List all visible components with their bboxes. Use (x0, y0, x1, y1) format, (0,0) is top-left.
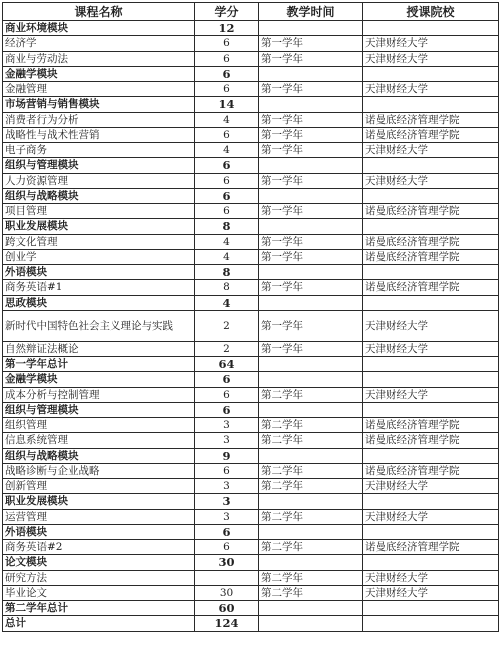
institution-cell: 天津财经大学 (363, 509, 499, 524)
table-row (3, 570, 499, 585)
institution-cell (363, 601, 499, 616)
institution-cell: 天津财经大学 (363, 173, 499, 188)
credits-cell: 30 (195, 555, 259, 570)
institution-cell (363, 372, 499, 387)
module-row (3, 219, 499, 234)
module-name-cell: 第一学年总计 (3, 357, 195, 372)
table-row (3, 36, 499, 51)
institution-cell (363, 265, 499, 280)
module-name-cell: 组织与管理模块 (3, 402, 195, 417)
institution-cell: 诺曼底经济管理学院 (363, 433, 499, 448)
table-row (3, 585, 499, 600)
credits-cell: 3 (195, 509, 259, 524)
credits-cell: 8 (195, 219, 259, 234)
teaching-time-cell (259, 158, 363, 173)
teaching-time-cell (259, 555, 363, 570)
institution-cell: 诺曼底经济管理学院 (363, 204, 499, 219)
table-body (3, 21, 499, 632)
teaching-time-cell (259, 66, 363, 81)
credits-cell: 6 (195, 173, 259, 188)
credits-cell: 6 (195, 387, 259, 402)
institution-cell (363, 97, 499, 112)
module-row (3, 158, 499, 173)
table-row (3, 509, 499, 524)
credits-cell: 6 (195, 127, 259, 142)
teaching-time-cell: 第一学年 (259, 341, 363, 356)
institution-cell: 诺曼底经济管理学院 (363, 112, 499, 127)
credits-cell: 124 (195, 616, 259, 631)
course-name-cell: 消费者行为分析 (3, 112, 195, 127)
module-row (3, 524, 499, 539)
credits-cell: 4 (195, 295, 259, 310)
teaching-time-cell (259, 21, 363, 36)
table-row (3, 418, 499, 433)
teaching-time-cell (259, 188, 363, 203)
header-teaching-time: 教学时间 (259, 3, 363, 21)
credits-cell: 9 (195, 448, 259, 463)
institution-cell: 天津财经大学 (363, 479, 499, 494)
header-credits: 学分 (195, 3, 259, 21)
module-name-cell: 组织与管理模块 (3, 158, 195, 173)
teaching-time-cell (259, 616, 363, 631)
course-name-cell: 运营管理 (3, 509, 195, 524)
institution-cell (363, 158, 499, 173)
teaching-time-cell: 第二学年 (259, 463, 363, 478)
table-row (3, 173, 499, 188)
institution-cell: 诺曼底经济管理学院 (363, 234, 499, 249)
module-row (3, 494, 499, 509)
credits-cell: 14 (195, 97, 259, 112)
table-row (3, 433, 499, 448)
institution-cell: 天津财经大学 (363, 387, 499, 402)
credits-cell: 12 (195, 21, 259, 36)
table-row (3, 341, 499, 356)
credits-cell: 3 (195, 494, 259, 509)
module-row (3, 601, 499, 616)
course-name-cell: 创新管理 (3, 479, 195, 494)
credits-cell: 4 (195, 249, 259, 264)
teaching-time-cell: 第二学年 (259, 418, 363, 433)
institution-cell (363, 66, 499, 81)
course-name-cell: 信息系统管理 (3, 433, 195, 448)
course-name-cell: 自然辩证法概论 (3, 341, 195, 356)
module-row (3, 97, 499, 112)
course-name-cell: 组织管理 (3, 418, 195, 433)
teaching-time-cell: 第一学年 (259, 280, 363, 295)
institution-cell (363, 448, 499, 463)
teaching-time-cell: 第一学年 (259, 310, 363, 341)
teaching-time-cell (259, 448, 363, 463)
course-name-cell: 商业与劳动法 (3, 51, 195, 66)
credits-cell: 2 (195, 310, 259, 341)
module-row (3, 265, 499, 280)
credits-cell: 6 (195, 204, 259, 219)
institution-cell (363, 524, 499, 539)
credits-cell: 3 (195, 418, 259, 433)
institution-cell (363, 21, 499, 36)
institution-cell (363, 616, 499, 631)
institution-cell: 天津财经大学 (363, 570, 499, 585)
teaching-time-cell: 第二学年 (259, 433, 363, 448)
credits-cell: 6 (195, 158, 259, 173)
credits-cell: 8 (195, 280, 259, 295)
credits-cell: 6 (195, 36, 259, 51)
teaching-time-cell: 第一学年 (259, 36, 363, 51)
teaching-time-cell: 第二学年 (259, 509, 363, 524)
institution-cell: 天津财经大学 (363, 341, 499, 356)
table-row (3, 463, 499, 478)
teaching-time-cell: 第一学年 (259, 51, 363, 66)
module-name-cell: 思政模块 (3, 295, 195, 310)
institution-cell: 诺曼底经济管理学院 (363, 463, 499, 478)
teaching-time-cell (259, 372, 363, 387)
credits-cell: 4 (195, 112, 259, 127)
module-name-cell: 金融学模块 (3, 66, 195, 81)
teaching-time-cell: 第一学年 (259, 82, 363, 97)
table-row (3, 82, 499, 97)
table-row (3, 234, 499, 249)
table-row (3, 249, 499, 264)
teaching-time-cell: 第二学年 (259, 570, 363, 585)
credits-cell: 6 (195, 463, 259, 478)
teaching-time-cell: 第一学年 (259, 143, 363, 158)
module-name-cell: 组织与战略模块 (3, 448, 195, 463)
institution-cell (363, 295, 499, 310)
teaching-time-cell (259, 219, 363, 234)
teaching-time-cell (259, 402, 363, 417)
institution-cell: 天津财经大学 (363, 51, 499, 66)
institution-cell: 诺曼底经济管理学院 (363, 540, 499, 555)
credits-cell: 60 (195, 601, 259, 616)
table-row (3, 280, 499, 295)
module-row (3, 357, 499, 372)
credits-cell: 8 (195, 265, 259, 280)
table-row (3, 127, 499, 142)
teaching-time-cell: 第一学年 (259, 127, 363, 142)
header-institution: 授课院校 (363, 3, 499, 21)
module-row (3, 372, 499, 387)
credits-cell: 30 (195, 585, 259, 600)
institution-cell (363, 555, 499, 570)
institution-cell: 天津财经大学 (363, 585, 499, 600)
course-name-cell: 跨文化管理 (3, 234, 195, 249)
institution-cell: 天津财经大学 (363, 36, 499, 51)
teaching-time-cell (259, 524, 363, 539)
table-row (3, 143, 499, 158)
table-row (3, 204, 499, 219)
teaching-time-cell: 第二学年 (259, 387, 363, 402)
credits-cell: 6 (195, 188, 259, 203)
module-row (3, 188, 499, 203)
teaching-time-cell: 第二学年 (259, 585, 363, 600)
course-name-cell: 项目管理 (3, 204, 195, 219)
course-name-cell: 商务英语#1 (3, 280, 195, 295)
credits-cell: 6 (195, 82, 259, 97)
teaching-time-cell (259, 494, 363, 509)
module-row (3, 21, 499, 36)
course-name-cell: 新时代中国特色社会主义理论与实践 (3, 310, 195, 341)
credits-cell: 2 (195, 341, 259, 356)
teaching-time-cell: 第一学年 (259, 249, 363, 264)
institution-cell: 天津财经大学 (363, 310, 499, 341)
table-row (3, 540, 499, 555)
course-name-cell: 金融管理 (3, 82, 195, 97)
course-name-cell: 战略诊断与企业战略 (3, 463, 195, 478)
module-name-cell: 组织与战略模块 (3, 188, 195, 203)
table-row (3, 479, 499, 494)
module-row (3, 448, 499, 463)
institution-cell: 诺曼底经济管理学院 (363, 280, 499, 295)
credits-cell: 64 (195, 357, 259, 372)
curriculum-table (2, 2, 499, 632)
teaching-time-cell (259, 265, 363, 280)
course-name-cell: 创业学 (3, 249, 195, 264)
teaching-time-cell (259, 295, 363, 310)
institution-cell (363, 402, 499, 417)
credits-cell: 6 (195, 51, 259, 66)
module-name-cell: 论文模块 (3, 555, 195, 570)
institution-cell (363, 357, 499, 372)
module-row (3, 616, 499, 631)
credits-cell: 4 (195, 143, 259, 158)
institution-cell: 天津财经大学 (363, 82, 499, 97)
teaching-time-cell: 第二学年 (259, 540, 363, 555)
credits-cell: 3 (195, 479, 259, 494)
table-row (3, 310, 499, 341)
credits-cell: 3 (195, 433, 259, 448)
table-row (3, 387, 499, 402)
institution-cell (363, 219, 499, 234)
credits-cell: 4 (195, 234, 259, 249)
teaching-time-cell: 第一学年 (259, 173, 363, 188)
course-name-cell: 毕业论文 (3, 585, 195, 600)
module-name-cell: 外语模块 (3, 265, 195, 280)
module-name-cell: 商业环境模块 (3, 21, 195, 36)
institution-cell (363, 494, 499, 509)
credits-cell: 6 (195, 524, 259, 539)
institution-cell: 诺曼底经济管理学院 (363, 127, 499, 142)
course-name-cell: 人力资源管理 (3, 173, 195, 188)
course-name-cell: 商务英语#2 (3, 540, 195, 555)
teaching-time-cell: 第一学年 (259, 234, 363, 249)
course-name-cell: 成本分析与控制管理 (3, 387, 195, 402)
table-row (3, 51, 499, 66)
module-row (3, 295, 499, 310)
table-row (3, 112, 499, 127)
credits-cell: 6 (195, 540, 259, 555)
module-row (3, 555, 499, 570)
course-name-cell: 战略性与战术性营销 (3, 127, 195, 142)
header-row (3, 3, 499, 21)
module-name-cell: 金融学模块 (3, 372, 195, 387)
institution-cell: 天津财经大学 (363, 143, 499, 158)
institution-cell: 诺曼底经济管理学院 (363, 418, 499, 433)
institution-cell (363, 188, 499, 203)
credits-cell: 6 (195, 402, 259, 417)
teaching-time-cell (259, 357, 363, 372)
teaching-time-cell (259, 601, 363, 616)
table-header (3, 3, 499, 21)
module-name-cell: 外语模块 (3, 524, 195, 539)
course-name-cell: 电子商务 (3, 143, 195, 158)
credits-cell (195, 570, 259, 585)
course-name-cell: 经济学 (3, 36, 195, 51)
module-row (3, 402, 499, 417)
credits-cell: 6 (195, 372, 259, 387)
module-name-cell: 第二学年总计 (3, 601, 195, 616)
module-name-cell: 总计 (3, 616, 195, 631)
module-name-cell: 职业发展模块 (3, 219, 195, 234)
teaching-time-cell: 第二学年 (259, 479, 363, 494)
module-name-cell: 市场营销与销售模块 (3, 97, 195, 112)
teaching-time-cell (259, 97, 363, 112)
institution-cell: 诺曼底经济管理学院 (363, 249, 499, 264)
teaching-time-cell: 第一学年 (259, 112, 363, 127)
module-row (3, 66, 499, 81)
teaching-time-cell: 第一学年 (259, 204, 363, 219)
course-name-cell: 研究方法 (3, 570, 195, 585)
credits-cell: 6 (195, 66, 259, 81)
header-course-name: 课程名称 (3, 3, 195, 21)
module-name-cell: 职业发展模块 (3, 494, 195, 509)
